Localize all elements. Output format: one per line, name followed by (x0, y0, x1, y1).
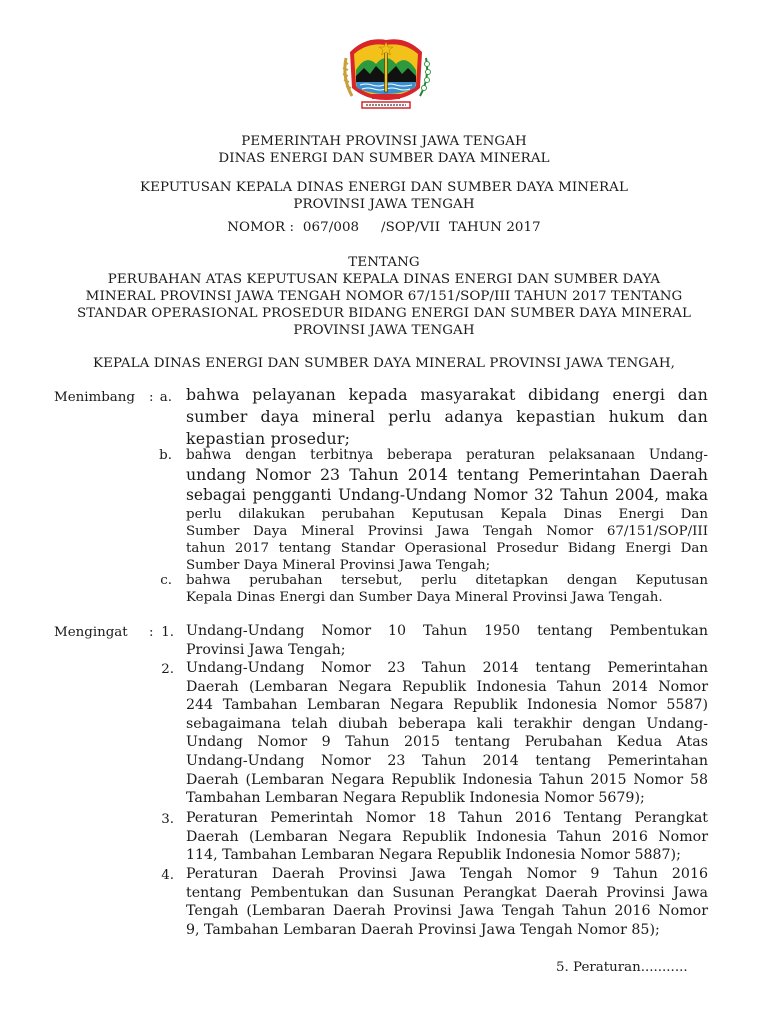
tentang-line: PERUBAHAN ATAS KEPUTUSAN KEPALA DINAS ENERGI DAN SUMBER DAYA (107, 272, 661, 287)
text-line: tahun 2017 tentang Standar Operasional Prosedur Bidang Energi Dan (186, 541, 708, 556)
text-line: Daerah (Lembaran Negara Republik Indonesia Tahun 2014 Nomor (186, 678, 708, 695)
text-line: sebagaimana telah diubah beberapa kali terakhir dengan Undang- (186, 715, 708, 732)
item-marker: a. (159, 390, 172, 405)
menimbang-label: Menimbang (54, 390, 135, 405)
decree-number: NOMOR : 067/008 /SOP/VII TAHUN 2017 (227, 220, 541, 235)
menimbang-item-a (186, 384, 708, 450)
text-line: Peraturan Pemerintah Nomor 18 Tahun 2016 Tentang Perangkat (186, 810, 708, 826)
text-line: Sumber Daya Mineral Provinsi Jawa Tengah Nomor 67/151/SOP/III (186, 524, 708, 539)
tentang-line: STANDAR OPERASIONAL PROSEDUR BIDANG ENERGI DAN SUMBER DAYA MINERAL (76, 306, 691, 321)
text-line: Daerah (Lembaran Negara Republik Indonesia Tahun 2016 Nomor (186, 828, 708, 845)
text-line: 244 Tambahan Lembaran Negara Republik Indonesia Nomor 5587) (186, 697, 708, 714)
mengingat-item-1 (186, 622, 708, 659)
header-line-agency: DINAS ENERGI DAN SUMBER DAYA MINERAL (218, 151, 550, 166)
text-line: 114, Tambahan Lembaran Negara Republik Indonesia Nomor 5887); (186, 847, 681, 864)
text-line: Tambahan Lembaran Negara Republik Indonesia Nomor 5679); (186, 790, 645, 807)
tentang-line: MINERAL PROVINSI JAWA TENGAH NOMOR 67/151/SOP/III TAHUN 2017 TENTANG (85, 289, 683, 304)
text-line: bahwa pelayanan kepada masyarakat dibidang energi dan (186, 385, 708, 404)
rice-stalk-icon (343, 58, 352, 96)
mengingat-item-2 (186, 659, 708, 808)
tentang-label: TENTANG (348, 255, 420, 270)
continuation-marker: 5. Peraturan........... (556, 960, 688, 975)
tentang-line: PROVINSI JAWA TENGAH (293, 323, 475, 338)
text-line: perlu dilakukan perubahan Keputusan Kepala Dinas Energi Dan (186, 507, 708, 522)
item-marker: 1. (161, 625, 174, 640)
decree-title: KEPUTUSAN KEPALA DINAS ENERGI DAN SUMBER DAYA MINERAL (140, 180, 628, 195)
text-line: Peraturan Daerah Provinsi Jawa Tengah Nomor 9 Tahun 2016 (186, 866, 708, 882)
item-marker: 2. (161, 662, 174, 677)
text-line: sumber daya mineral perlu adanya kepastian hukum dan (186, 407, 708, 426)
text-line: Provinsi Jawa Tengah; (186, 641, 346, 658)
item-marker: c. (160, 573, 172, 588)
mengingat-item-4 (186, 865, 708, 939)
coat-of-arms-logo (336, 30, 436, 112)
official-title: KEPALA DINAS ENERGI DAN SUMBER DAYA MINERAL PROVINSI JAWA TENGAH, (93, 356, 675, 371)
text-line: sebagai pengganti Undang-Undang Nomor 32 Tahun 2004, maka (186, 486, 708, 504)
text-line: Undang-Undang Nomor 23 Tahun 2014 tentang Pemerintahan (186, 660, 708, 676)
header-line-government: PEMERINTAH PROVINSI JAWA TENGAH (241, 134, 527, 149)
text-line: Daerah (Lembaran Negara Republik Indonesia Tahun 2015 Nomor 58 (186, 771, 708, 788)
text-line: Undang-Undang Nomor 23 Tahun 2014 tentang Pemerintahan (186, 752, 708, 769)
text-line: Undang-Undang Nomor 10 Tahun 1950 tentang Pembentukan (186, 623, 708, 639)
text-line: tentang Pembentukan dan Susunan Perangkat Daerah Provinsi Jawa (186, 884, 708, 901)
mengingat-item-3 (186, 809, 708, 865)
text-line: Tengah (Lembaran Daerah Provinsi Jawa Tengah Tahun 2016 Nomor (186, 903, 708, 920)
decree-title-province: PROVINSI JAWA TENGAH (293, 197, 475, 212)
text-line: Sumber Daya Mineral Provinsi Jawa Tengah; (186, 558, 491, 573)
text-line: Kepala Dinas Energi dan Sumber Daya Mineral Provinsi Jawa Tengah. (186, 590, 663, 605)
menimbang-item-b (186, 446, 708, 574)
text-line: kepastian prosedur; (186, 429, 351, 448)
item-marker: b. (159, 448, 172, 463)
menimbang-item-c (186, 572, 708, 606)
menimbang-colon: : (149, 390, 154, 405)
item-marker: 3. (161, 812, 174, 827)
text-line: bahwa dengan terbitnya beberapa peraturan pelaksanaan Undang- (186, 447, 708, 463)
text-line: undang Nomor 23 Tahun 2014 tentang Pemerintahan Daerah (186, 465, 708, 484)
item-marker: 4. (161, 868, 174, 883)
text-line: 9, Tambahan Lembaran Daerah Provinsi Jawa Tengah Nomor 85); (186, 921, 660, 938)
cotton-branch-icon (420, 58, 431, 96)
text-line: Undang Nomor 9 Tahun 2015 tentang Perubahan Kedua Atas (186, 734, 708, 751)
mengingat-label: Mengingat (54, 625, 128, 640)
mengingat-colon: : (149, 625, 154, 640)
text-line: bahwa perubahan tersebut, perlu ditetapkan dengan Keputusan (186, 573, 708, 588)
